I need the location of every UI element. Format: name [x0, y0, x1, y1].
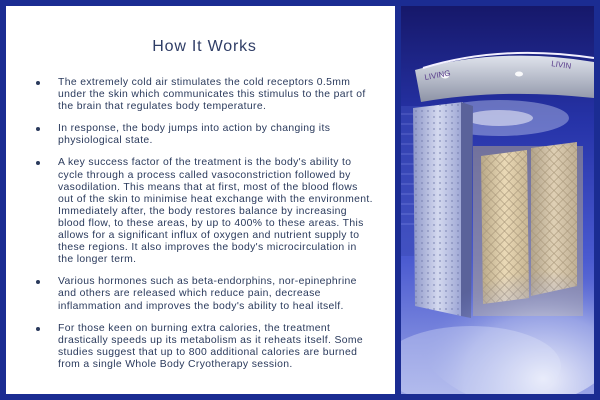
bullet-text: Various hormones such as beta-endorphins, nor-epinephrine and others are released which reduce pain, decrease inflammation and improves the body's ability to heal itself. [58, 276, 357, 312]
page-title: How It Works [152, 38, 257, 55]
bullet-text: In response, the body jumps into action by changing its physiological state. [58, 123, 331, 147]
bullet-text: For those keen on burning extra calories, the treatment drastically speeds up its metabolism as it reheats itself. Some studies suggest that up to 800 additional calories are burned from a single Whole Body Cryotherapy session. [58, 322, 364, 370]
bullet-dot-icon [36, 161, 40, 165]
text-panel [6, 6, 395, 394]
bullet-text: The extremely cold air stimulates the cold receptors 0.5mm under the skin which communicates this stimulus to the part of the brain that regulates body temperature. [58, 77, 366, 113]
chamber-illustration [401, 6, 594, 394]
bullet-dot-icon [36, 280, 40, 284]
list-item [36, 123, 373, 147]
bullet-dot-icon [36, 327, 40, 331]
brand-text-left: LIVING [423, 68, 452, 82]
list-item [36, 157, 373, 266]
list-item [36, 276, 373, 312]
ceiling-light [465, 110, 533, 126]
bullet-dot-icon [36, 81, 40, 85]
list-item [36, 77, 373, 113]
bullet-list [36, 77, 373, 371]
cryotherapy-chamber-photo [401, 6, 594, 394]
list-item [36, 323, 373, 371]
bullet-text: A key success factor of the treatment is the body's ability to cycle through a process called vasoconstriction followed by vasodilation. This means that at first, most of the blood flows out of the skin to minimise heat exchange with the environment. Immediately after, the body restores balance by increasing blood flow, to these areas, by up to 400% to these areas. This allows for a significant influx of oxygen and nutrient supply to these regions. It also improves the body's microcirculation in the longer term. [58, 157, 373, 266]
bullet-dot-icon [36, 127, 40, 131]
brand-text-right: LIVIN [550, 59, 572, 71]
